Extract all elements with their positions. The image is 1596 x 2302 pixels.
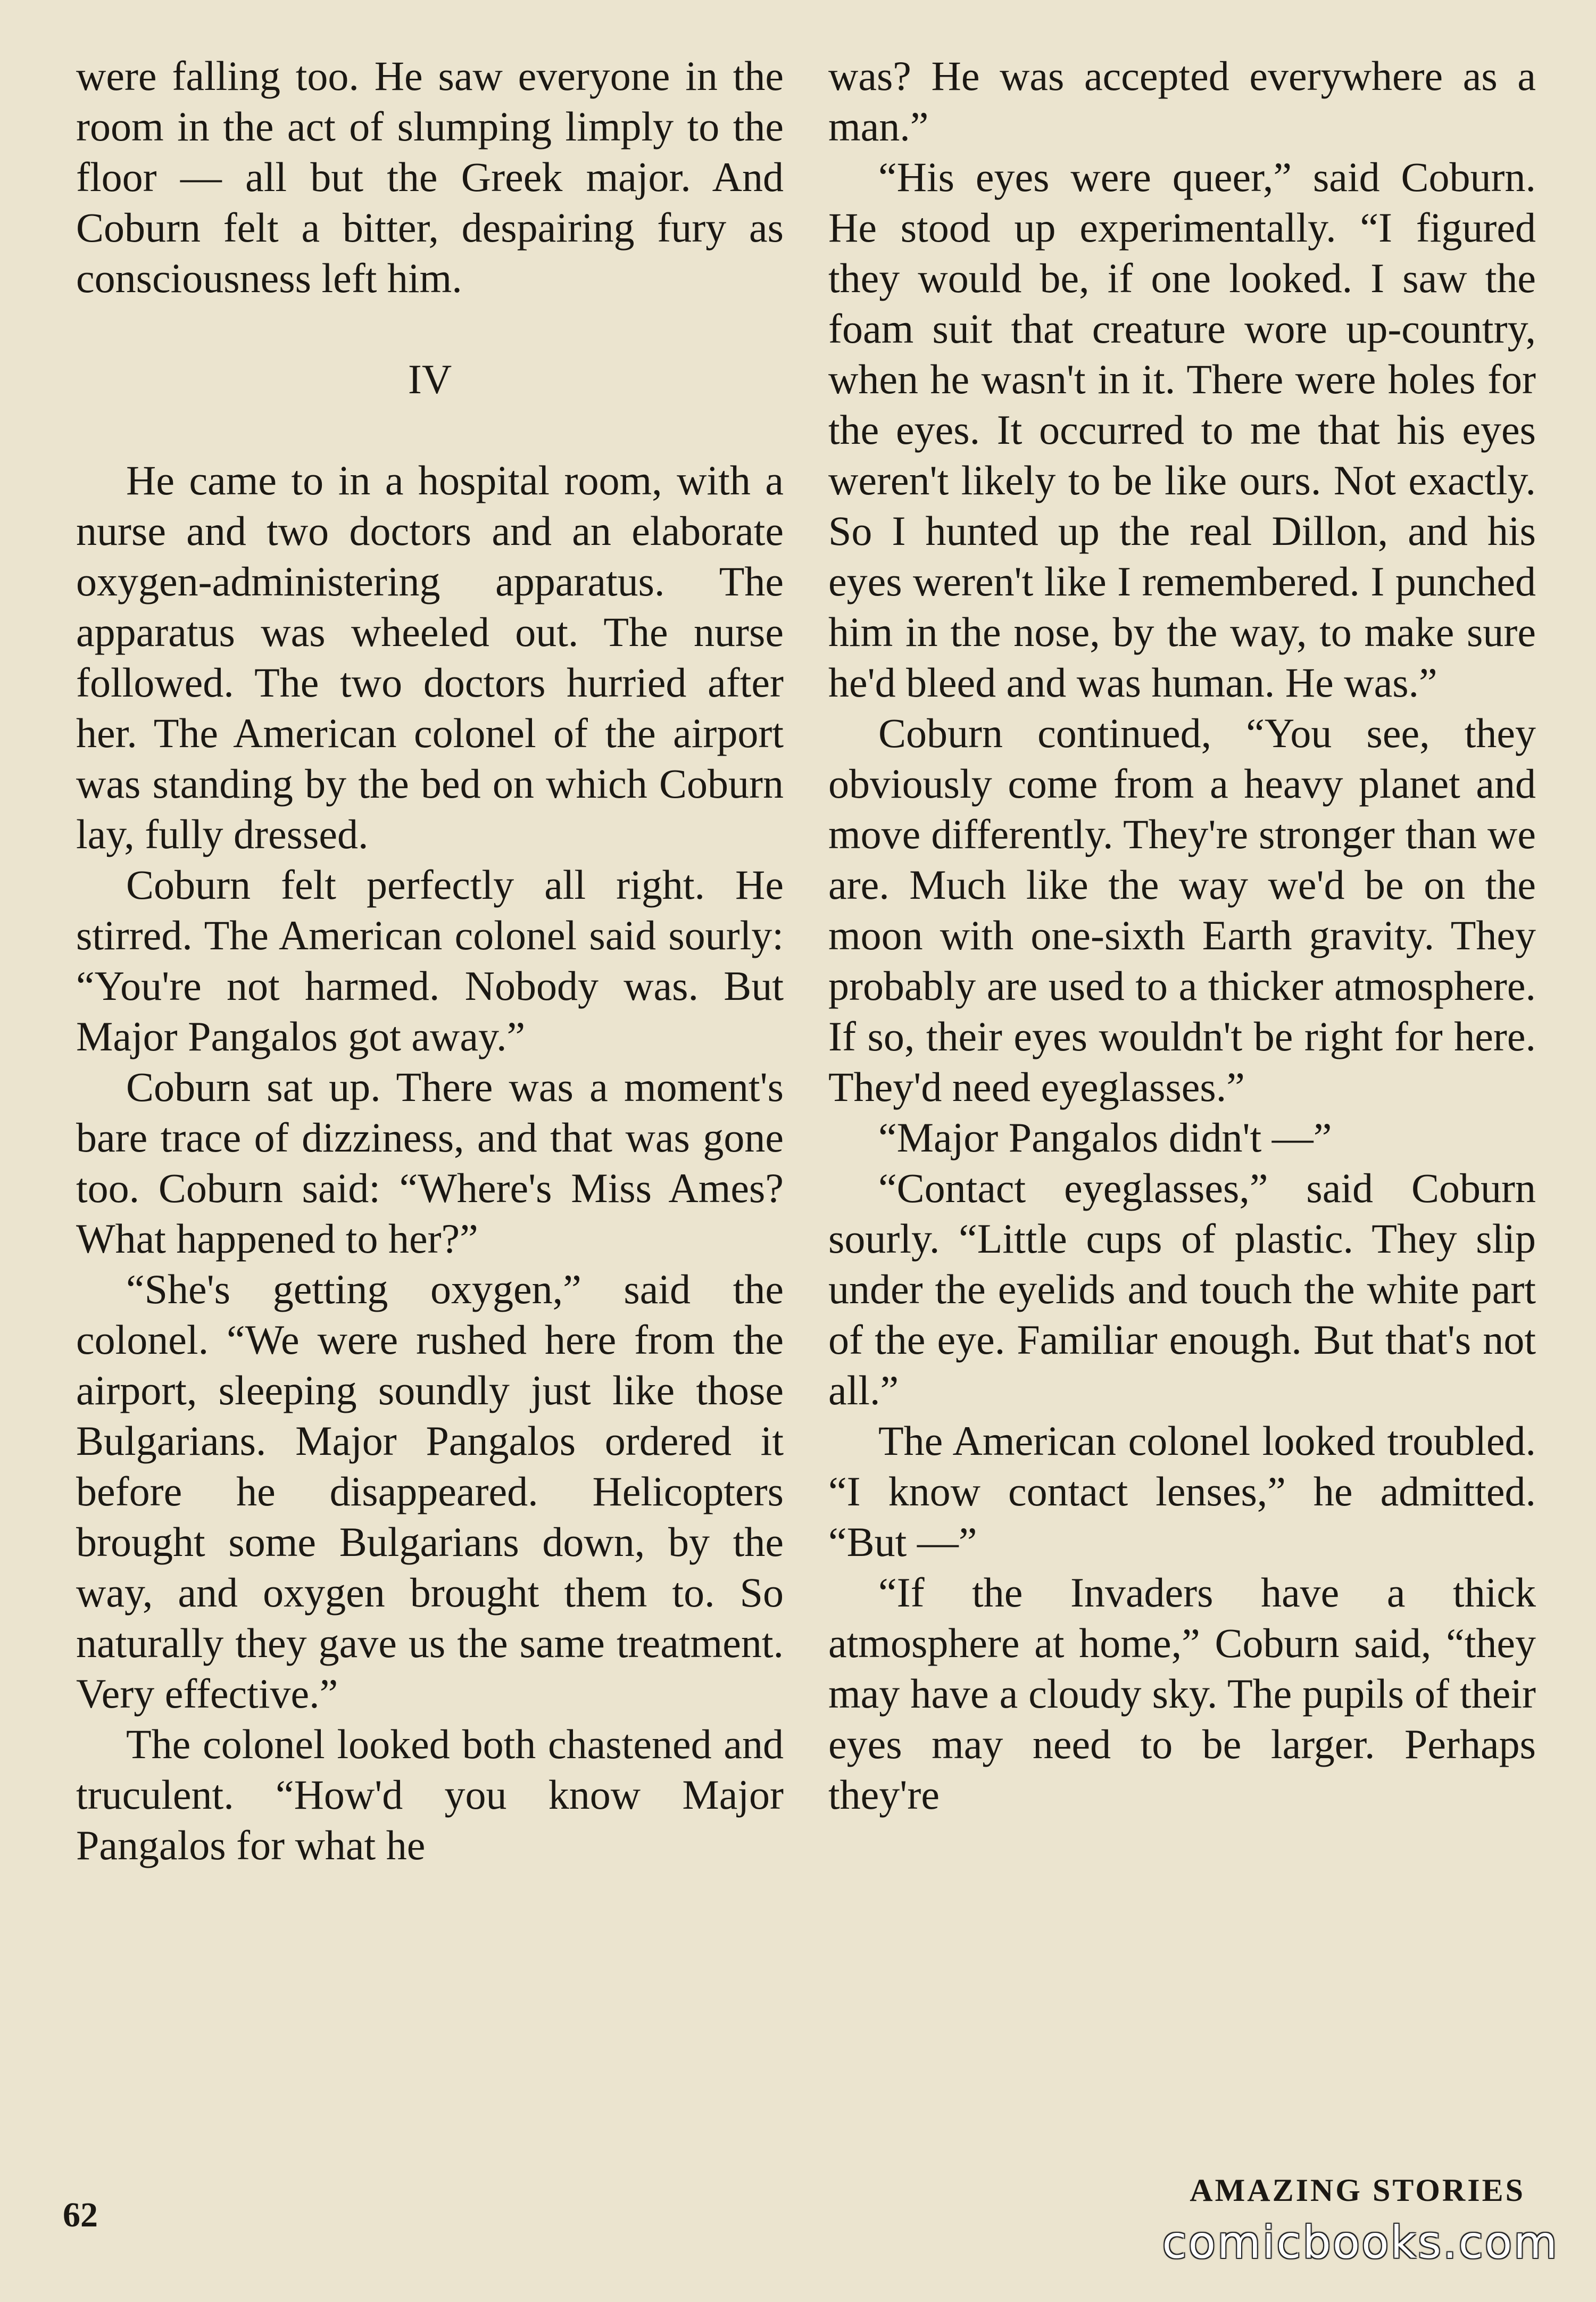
paragraph: The colonel looked both chastened and truculent. “How'd you know Major Pangalos for what he	[76, 1721, 784, 1868]
paragraph: Coburn felt perfectly all right. He stirred. The American colonel said sourly: “You're not harmed. Nobody was. But Major Pangalos got away.”	[76, 862, 784, 1059]
paragraph: “If the Invaders have a thick atmosphere at home,” Coburn said, “they may have a cloudy sky. The pupils of their eyes may need to be larger. Perhaps they're	[828, 1569, 1536, 1818]
paragraph: He came to in a hospital room, with a nurse and two doctors and an elaborate oxygen-administering apparatus. The apparatus was wheeled out. The nurse followed. The two doctors hurried after her. The American colonel of the airport was standing by the bed on which Coburn lay, fully dressed.	[76, 457, 784, 857]
page-number: 62	[63, 2196, 98, 2234]
magazine-title-footer: AMAZING STORIES	[1190, 2173, 1525, 2208]
paragraph: The American colonel looked troubled. “I know contact lenses,” he admitted. “But —”	[828, 1418, 1536, 1565]
paragraph: “His eyes were queer,” said Coburn. He stood up experimentally. “I figured they would be, if one looked. I saw the foam suit that creature wore up-country, when he wasn't in it. There were holes for the eyes. It occurred to me that his eyes weren't likely to be like ours. Not exactly. So I hunted up the real Dillon, and his eyes weren't like I remembered. I punched him in the nose, by the way, to make sure he'd bleed and was human. He was.”	[828, 154, 1536, 706]
source-watermark: comicbooks.com	[1162, 2216, 1559, 2268]
paragraph: was? He was accepted everywhere as a man.”	[828, 53, 1536, 150]
chapter-heading: IV	[408, 356, 452, 402]
right-text-column	[828, 51, 1536, 1820]
section-spacer	[76, 404, 784, 455]
paragraph: Coburn sat up. There was a moment's bare trace of dizziness, and that was gone too. Coburn said: “Where's Miss Ames? What happened to her?”	[76, 1064, 784, 1262]
paragraph: Coburn continued, “You see, they obviously come from a heavy planet and move differently. They're stronger than we are. Much like the way we'd be on the moon with one-sixth Earth gravity. They probably are used to a thicker atmosphere. If so, their eyes wouldn't be right for here. They'd need eyeglasses.”	[828, 710, 1536, 1110]
left-text-column	[76, 51, 784, 1870]
paragraph: “She's getting oxygen,” said the colonel. “We were rushed here from the airport, sleeping soundly just like those Bulgarians. Major Pangalos ordered it before he disappeared. Helicopters brought some Bulgarians down, by the way, and oxygen brought them to. So naturally they gave us the same treatment. Very effective.”	[76, 1266, 784, 1717]
paragraph: “Major Pangalos didn't —”	[878, 1114, 1332, 1161]
paragraph: “Contact eyeglasses,” said Coburn sourly. “Little cups of plastic. They slip under the eyelids and touch the white part of the eye. Familiar enough. But that's not all.”	[828, 1165, 1536, 1413]
paragraph: were falling too. He saw everyone in the room in the act of slumping limply to the floor — all but the Greek major. And Coburn felt a bitter, despairing fury as consciousness left him.	[76, 53, 784, 301]
